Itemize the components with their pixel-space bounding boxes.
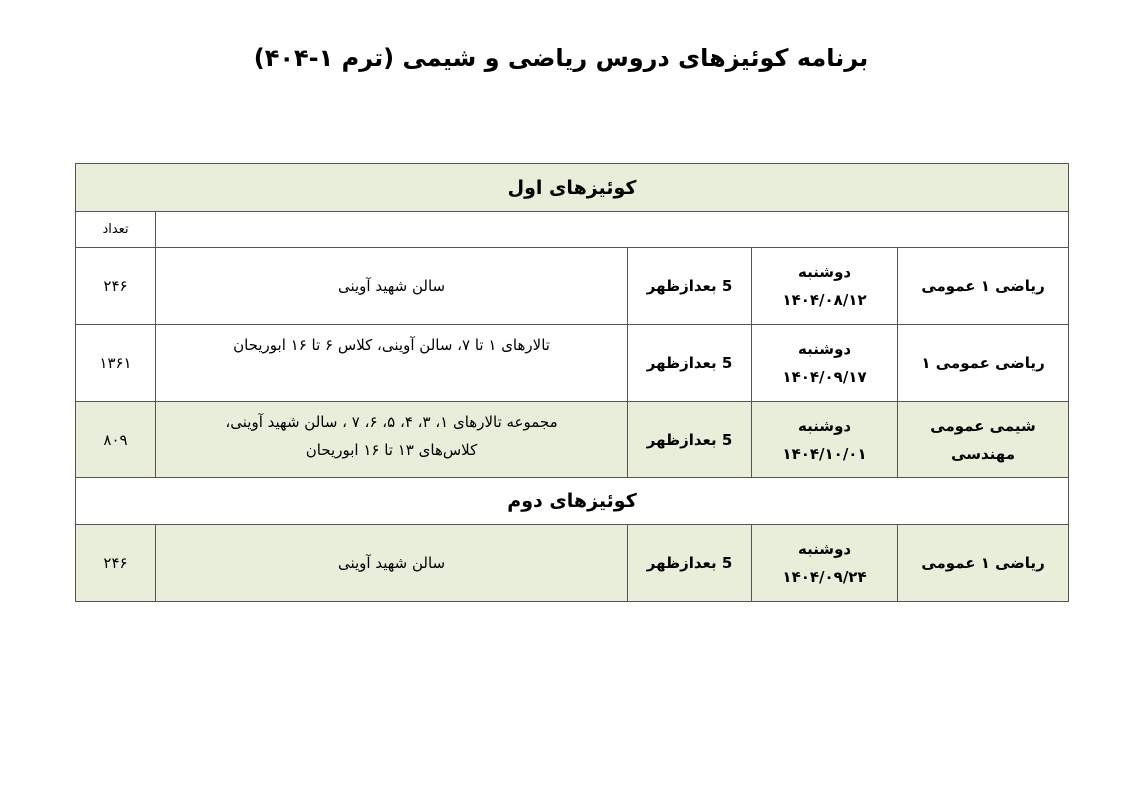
venue-cell: [156, 248, 628, 325]
course-cell: ریاضی ۱ عمومی: [898, 248, 1069, 325]
course-cell: شیمی عمومی مهندسی: [898, 402, 1069, 478]
day-text: دوشنبه: [797, 263, 852, 281]
time-cell: 5 بعدازظهر: [628, 248, 752, 325]
date-cell: [752, 525, 898, 602]
date-text: ۱۴۰۴/۰۸/۱۲: [782, 291, 867, 309]
date-text: ۱۴۰۴/۰۹/۲۴: [782, 568, 867, 586]
day-text: دوشنبه: [797, 340, 852, 358]
time-cell: 5 بعدازظهر: [628, 325, 752, 402]
venue-cell: [156, 402, 628, 478]
document-title: برنامه کوئیزهای دروس ریاضی و شیمی (ترم ۱-۴۰۴): [253, 44, 869, 72]
count-cell: ۱۳۶۱: [76, 325, 156, 402]
date-text: ۱۴۰۴/۰۹/۱۷: [782, 368, 867, 386]
table-row: [76, 525, 1069, 602]
venue-cell: [156, 525, 628, 602]
time-cell: 5 بعدازظهر: [628, 525, 752, 602]
section-heading-row: [76, 164, 1069, 212]
venue-cell: [156, 325, 628, 402]
section-heading: کوئیزهای دوم: [76, 478, 1069, 525]
count-cell: ۸۰۹: [76, 402, 156, 478]
table-row: [76, 325, 1069, 402]
course-cell: ریاضی ۱ عمومی: [898, 525, 1069, 602]
count-column-header: تعداد: [76, 212, 156, 248]
section-heading-row: [76, 478, 1069, 525]
venue-line: سالن شهید آوینی: [337, 277, 446, 295]
count-cell: ۲۴۶: [76, 525, 156, 602]
course-cell: ریاضی عمومی ۱: [898, 325, 1069, 402]
date-cell: [752, 248, 898, 325]
date-cell: [752, 325, 898, 402]
venue-line: تالارهای ۱ تا ۷، سالن آوینی، کلاس ۶ تا ۱۶ ابوریحان: [233, 336, 550, 354]
quiz-schedule-table: [75, 163, 1069, 602]
table-row: [76, 402, 1069, 478]
count-cell: ۲۴۶: [76, 248, 156, 325]
date-text: ۱۴۰۴/۱۰/۰۱: [782, 444, 867, 463]
venue-line: سالن شهید آوینی: [337, 554, 446, 572]
venue-line: کلاس‌های ۱۳ تا ۱۶ ابوریحان: [305, 441, 478, 459]
day-text: دوشنبه: [797, 540, 852, 558]
table-row: [76, 248, 1069, 325]
empty-header-cell: [156, 212, 1069, 248]
time-cell: 5 بعدازظهر: [628, 402, 752, 478]
day-text: دوشنبه: [797, 416, 852, 435]
count-header-row: [76, 212, 1069, 248]
section-heading: کوئیزهای اول: [76, 164, 1069, 212]
date-cell: [752, 402, 898, 478]
venue-line: مجموعه تالارهای ۱، ۳، ۴، ۵، ۶، ۷ ، سالن شهید آوینی،: [225, 413, 558, 431]
